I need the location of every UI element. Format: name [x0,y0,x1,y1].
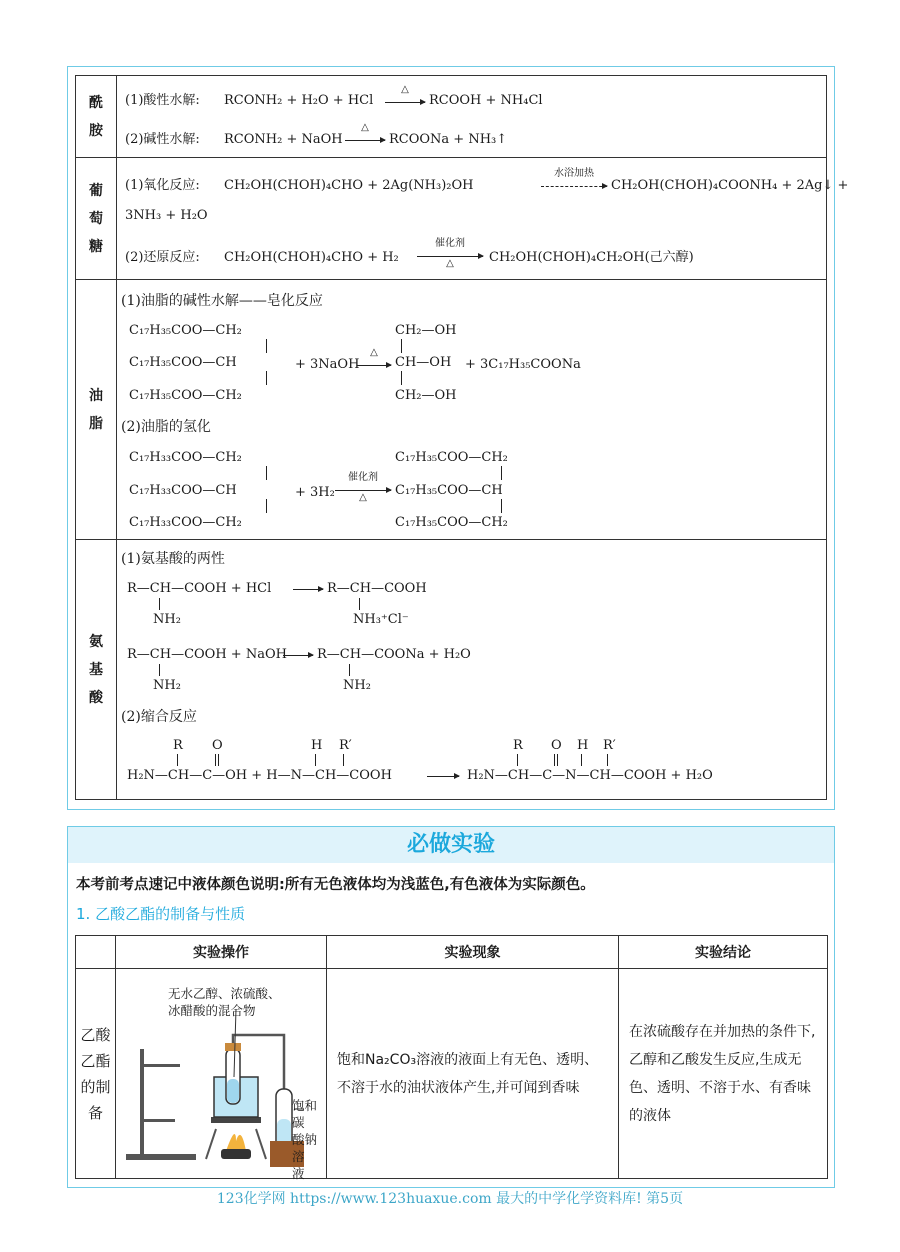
bond-line [554,754,555,766]
reactions-table [75,75,849,800]
amino-r2-sub-left: NH₂ [153,678,181,693]
bond-line [266,339,267,353]
phenomenon-cell: 饱和Na₂CO₃溶液的液面上有无色、透明、不溶于水的油状液体产生,并可闻到香味 [327,969,619,1179]
cond-top-right-r2: R′ [603,738,616,753]
row-head-line: 的制 [80,1077,111,1096]
tripod-leg [206,1129,216,1159]
cond-top-mid-r: R′ [339,738,352,753]
fat-sap-cond: △ [370,347,378,358]
bond-line [266,499,267,513]
amino-condensation-title: (2)缩合反应 [121,709,197,725]
amide-basic-label: (2)碱性水解: [125,132,200,147]
row-head-amide [76,76,117,158]
glucose-oxidation-left: CH₂OH(CHOH)₄CHO + 2Ag(NH₃)₂OH [224,178,474,193]
cond-top-left-o: O [212,738,223,753]
amino-r2-left: R—CH—COOH + NaOH [127,647,287,662]
amino-r1-left: R—CH—COOH + HCl [127,581,272,596]
head-char: 酰 [89,94,103,111]
fat-sap-product-3: CH₂—OH [395,388,457,403]
row-head-line: 备 [87,1103,103,1122]
bond-line [177,754,178,766]
glucose-reduction-label: (2)还原反应: [125,250,200,265]
label-line: 冰醋酸的混合物 [168,1003,256,1018]
head-char: 胺 [89,122,103,139]
amino-cond-left: H₂N—CH—C—OH + H—N—CH—COOH [127,768,392,783]
header-operation: 实验操作 [116,936,327,969]
table-row-glucose [76,158,827,280]
glucose-oxidation-right: CH₂OH(CHOH)₄COONH₄ + 2Ag↓ + [611,178,849,193]
row-head-fat [76,280,117,540]
fat-sap-reactant-1: C₁₇H₃₅COO—CH₂ [129,323,242,338]
amide-basic-right: RCOONa + NH₃↑ [389,132,508,147]
head-char: 油 [89,387,103,404]
amide-acidic-left: RCONH₂ + H₂O + HCl [224,93,374,108]
row-body-fat [117,280,827,540]
fat-hyd-cond-bottom: △ [359,492,367,503]
amino-cond-right: H₂N—CH—C—N—CH—COOH + H₂O [467,768,713,783]
table-row-fat [76,280,827,540]
reaction-arrow [335,490,391,491]
flame-icon [226,1134,246,1151]
fat-hyd-reactant-3: C₁₇H₃₃COO—CH₂ [129,515,242,530]
cond-top-right-o: O [551,738,562,753]
row-head-amino [76,540,117,800]
head-char: 脂 [89,415,103,432]
amide-acidic-right: RCOOH + NH₄Cl [429,93,543,108]
bond-line [401,371,402,385]
reaction-arrow [417,256,483,257]
reaction-arrow [385,102,425,103]
row-head-glucose [76,158,117,280]
bond-line [349,664,350,676]
glucose-reduction-right: CH₂OH(CHOH)₄CH₂OH(己六醇) [489,250,694,265]
reaction-arrow [427,776,459,777]
reaction-arrow [541,186,607,187]
amino-r1-right: R—CH—COOH [327,581,427,596]
experiment-subhead: 1. 乙酸乙酯的制备与性质 [76,905,246,923]
row-head-line: 乙酸 [80,1025,111,1044]
amino-r1-sub-right: NH₃⁺Cl⁻ [353,612,409,627]
label-line: 无水乙醇、浓硫酸、 [168,986,281,1001]
fat-hydrogenation-title: (2)油脂的氢化 [121,419,211,435]
fat-saponification-title: (1)油脂的碱性水解——皂化反应 [121,293,323,309]
cond-top-right-h: H [577,738,589,753]
fat-hyd-product-3: C₁₇H₃₅COO—CH₂ [395,515,508,530]
head-char: 萄 [89,210,103,227]
bond-line [218,754,219,766]
header-empty [76,936,116,969]
bond-line [517,754,518,766]
table-header-row [76,936,828,969]
stopper [225,1043,241,1051]
amino-r2-sub-right: NH₂ [343,678,371,693]
bond-line [343,754,344,766]
header-phenomenon: 实验现象 [327,936,619,969]
footer-link[interactable]: 123化学网 https://www.123huaxue.com 最大的中学化学资料库! 第5页 [216,1191,684,1207]
amide-basic-left: RCONH₂ + NaOH [224,132,343,147]
fat-sap-reagent: + 3NaOH [295,357,360,372]
cond-top-mid-h: H [311,738,323,753]
fat-hyd-product-1: C₁₇H₃₅COO—CH₂ [395,450,508,465]
label-line: 饱和碳 [292,1098,318,1130]
fat-sap-product-1: CH₂—OH [395,323,457,338]
reaction-arrow [283,655,313,656]
label-line: 液 [292,1166,305,1181]
amide-basic-cond: △ [361,122,369,133]
glucose-oxidation-label: (1)氧化反应: [125,178,200,193]
amino-amphoteric-title: (1)氨基酸的两性 [121,551,225,567]
amide-acidic-label: (1)酸性水解: [125,93,200,108]
header-conclusion: 实验结论 [619,936,828,969]
bond-line [266,371,267,385]
row-body-amide [117,76,827,158]
reaction-mixture [227,1079,239,1103]
bond-line [159,598,160,610]
fat-hyd-product-2: C₁₇H₃₅COO—CH [395,483,503,498]
head-char: 糖 [89,238,103,255]
head-char: 酸 [89,689,103,706]
bond-line [215,754,216,766]
row-body-glucose [117,158,849,280]
glucose-oxidation-cont: 3NH₃ + H₂O [125,208,208,223]
bond-line [501,466,502,480]
section-title: 必做实验 [406,832,495,857]
fat-sap-product-2: CH—OH [395,355,452,370]
bond-line [501,499,502,513]
head-char: 葡 [89,182,103,199]
cond-top-left-r: R [173,738,183,753]
bond-line [359,598,360,610]
fat-sap-byproduct: + 3C₁₇H₃₅COONa [465,357,581,372]
fat-sap-reactant-2: C₁₇H₃₅COO—CH [129,355,237,370]
clamp-arm [140,1064,180,1067]
head-char: 基 [89,661,103,678]
color-note: 本考前考点速记中液体颜色说明:所有无色液体均为浅蓝色,有色液体为实际颜色。 [76,877,595,893]
burner [221,1149,251,1159]
amino-r1-sub-left: NH₂ [153,612,181,627]
reaction-arrow [345,140,385,141]
fat-hyd-reactant-1: C₁₇H₃₃COO—CH₂ [129,450,242,465]
amino-r2-right: R—CH—COONa + H₂O [317,647,471,662]
glucose-reduction-cond-top: 催化剂 [435,238,465,249]
apparatus-cell [116,969,327,1179]
row-head-line: 乙酯 [80,1051,111,1070]
reaction-arrow [293,589,323,590]
table-row [76,969,828,1179]
bond-line [159,664,160,676]
head-char: 氨 [89,633,103,650]
table-row-amide [76,76,827,158]
label-line: 酸钠溶 [292,1132,318,1164]
fat-hyd-cond-top: 催化剂 [348,472,378,483]
clamp-arm [140,1119,175,1122]
wire-gauze [211,1117,261,1123]
reagent-label [168,985,281,1019]
stand-base [126,1154,196,1160]
bond-line [607,754,608,766]
glucose-reduction-left: CH₂OH(CHOH)₄CHO + H₂ [224,250,399,265]
bond-line [557,754,558,766]
reaction-arrow [357,365,391,366]
glucose-reduction-cond-bottom: △ [446,258,454,269]
bond-line [401,339,402,353]
amide-acidic-cond: △ [401,84,409,95]
tripod-leg [256,1129,266,1159]
solution-label [292,1097,326,1182]
table-row-amino [76,540,827,800]
row-head-ester [76,969,116,1179]
conclusion-cell: 在浓硫酸存在并加热的条件下,乙醇和乙酸发生反应,生成无色、透明、不溶于水、有香味的液体 [619,969,828,1179]
fat-hyd-reactant-2: C₁₇H₃₃COO—CH [129,483,237,498]
fat-sap-reactant-3: C₁₇H₃₅COO—CH₂ [129,388,242,403]
glucose-oxidation-cond: 水浴加热 [554,168,594,179]
cond-top-right-r: R [513,738,523,753]
experiment-table [75,935,828,1179]
row-body-amino [117,540,827,800]
bond-line [581,754,582,766]
bond-line [315,754,316,766]
bond-line [266,466,267,480]
fat-hyd-reagent: + 3H₂ [295,485,335,500]
